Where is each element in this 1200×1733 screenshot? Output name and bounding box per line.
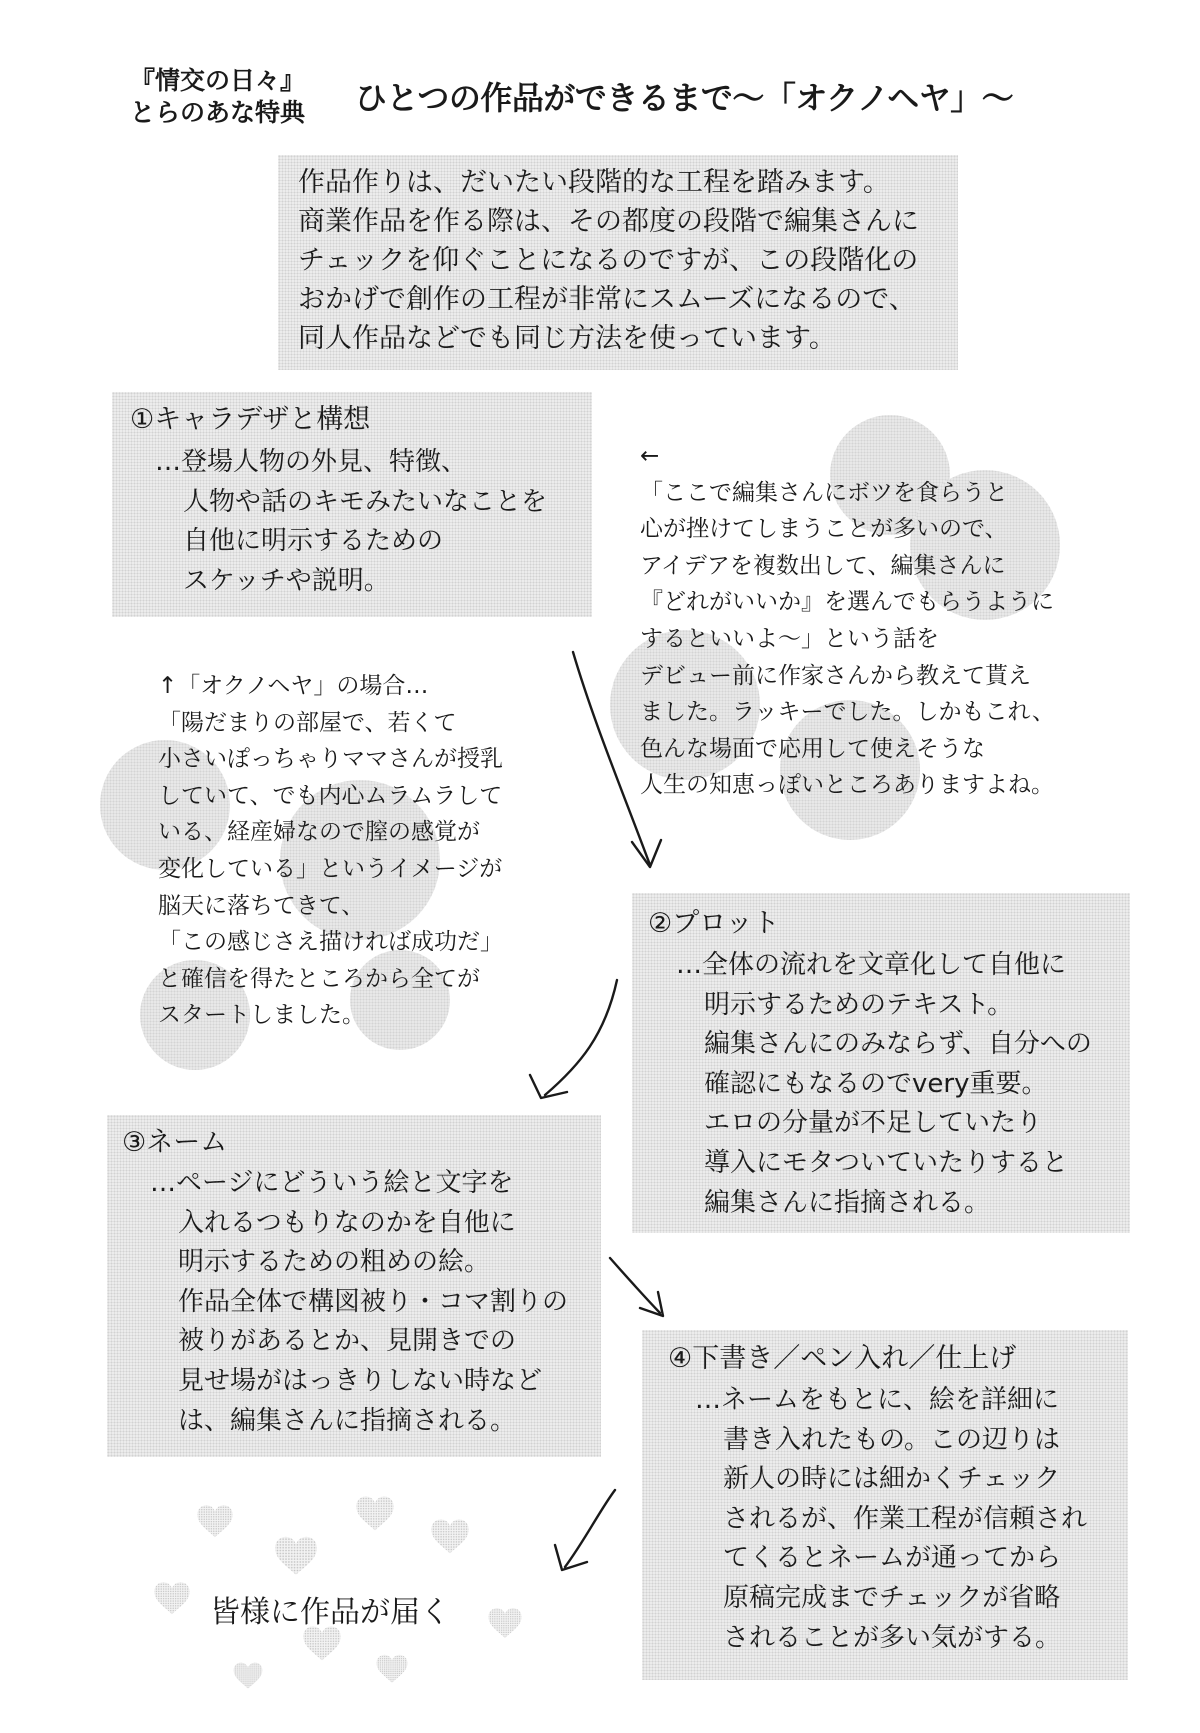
note-line: ← (640, 443, 660, 469)
arrow-down-left-icon (555, 1490, 615, 1570)
note-line: 脳天に落ちてきて、 (158, 892, 365, 919)
step-line: …ページにどういう絵と文字を (150, 1168, 514, 1198)
step-title: ③ネーム (122, 1127, 228, 1158)
step-line: 入れるつもりなのかを自他に (178, 1207, 516, 1238)
step-title: ①キャラデザと構想 (130, 404, 371, 435)
step-line: 明示するためのテキスト。 (704, 989, 1014, 1020)
arrow-down-icon (573, 652, 661, 867)
step-line: …登場人物の外見、特徴、 (155, 447, 468, 477)
step-title: ④下書き／ペン入れ／仕上げ (668, 1343, 1017, 1374)
step-line: 自他に明示するための (183, 526, 444, 557)
step-line: …ネームをもとに、絵を詳細に (695, 1385, 1060, 1415)
note-line: スタートしました。 (158, 1002, 365, 1029)
note-line: 『どれがいいか』を選んでもらうように (640, 589, 1054, 616)
step-line: …全体の流れを文章化して自他に (676, 950, 1067, 980)
note-line: 小さいぽっちゃりママさんが授乳 (158, 746, 503, 773)
step-line: 作品全体で構図被り・コマ割りの (178, 1286, 569, 1317)
step-line: されるが、作業工程が信頼され (723, 1503, 1088, 1534)
step-title: ②プロット (648, 908, 780, 939)
note-line: していて、でも内心ムラムラして (158, 782, 503, 809)
step-line: 確認にもなるのでvery重要。 (704, 1068, 1048, 1099)
intro-line: 作品作りは、だいたい段階的な工程を踏みます。 (298, 167, 890, 198)
step-line: 導入にモタついていたりすると (704, 1147, 1069, 1178)
step-line: 被りがあるとか、見開きでの (178, 1326, 517, 1357)
intro-line: 商業作品を作る際は、その都度の段階で編集さんに (298, 206, 919, 237)
note-line: 「陽だまりの部屋で、若くて (158, 709, 457, 736)
step-line: 人物や話のキモみたいなことを (183, 486, 548, 517)
intro-line: おかげで創作の工程が非常にスムーズになるので、 (298, 284, 916, 315)
step-line: 編集さんに指摘される。 (704, 1187, 991, 1218)
note-line: アイデアを複数出して、編集さんに (640, 552, 1006, 579)
page-title: ひとつの作品ができるまで〜「オクノヘヤ」〜 (355, 79, 1014, 117)
intro-line: チェックを仰ぐことになるのですが、この段階化の (298, 245, 919, 276)
note-line: デビュー前に作家さんから教えて貰え (640, 662, 1031, 689)
arrow-down-right-icon (610, 1258, 663, 1316)
book-tag-line: とらのあな特典 (130, 98, 306, 127)
step-line: スケッチや説明。 (183, 565, 390, 596)
note-line: 「この感じさえ描ければ成功だ」 (158, 929, 503, 956)
step-line: てくるとネームが通ってから (723, 1543, 1062, 1574)
note-line: 色んな場面で応用して使えそうな (640, 735, 985, 762)
step-line: 編集さんにのみならず、自分への (704, 1029, 1092, 1060)
note-line: 心が挫けてしまうことが多いので、 (640, 516, 1008, 543)
step-line: エロの分量が不足していたり (704, 1108, 1043, 1139)
note-line: いる、経産婦なので膣の感覚が (158, 819, 480, 846)
note-line: 変化している」というイメージが (158, 855, 503, 882)
step-line: は、編集さんに指摘される。 (178, 1405, 517, 1436)
note-line: 「ここで編集さんにボツを食らうと (640, 479, 1008, 506)
intro-line: 同人作品などでも同じ方法を使っています。 (298, 323, 836, 354)
note-line: ました。ラッキーでした。しかもこれ、 (640, 699, 1055, 726)
step-line: 書き入れたもの。この辺りは (723, 1424, 1060, 1455)
step-line: 見せ場がはっきりしない時など (178, 1365, 543, 1396)
step-line: 明示するための粗めの絵。 (178, 1247, 491, 1278)
note-line: ↑「オクノヘヤ」の場合… (158, 673, 429, 699)
step-line: されることが多い気がする。 (723, 1622, 1062, 1653)
step-line: 原稿完成までチェックが省略 (723, 1582, 1061, 1613)
note-line: 人生の知恵っぽいところありますよね。 (640, 772, 1054, 799)
arrow-down-left-icon (530, 980, 617, 1098)
note-line: と確信を得たところから全てが (158, 965, 480, 992)
step-line: 新人の時には細かくチェック (723, 1464, 1061, 1495)
note-line: するといいよ〜」という話を (640, 625, 939, 652)
final-text: 皆様に作品が届く (210, 1595, 450, 1630)
book-tag-line: 『情交の日々』 (130, 66, 306, 95)
